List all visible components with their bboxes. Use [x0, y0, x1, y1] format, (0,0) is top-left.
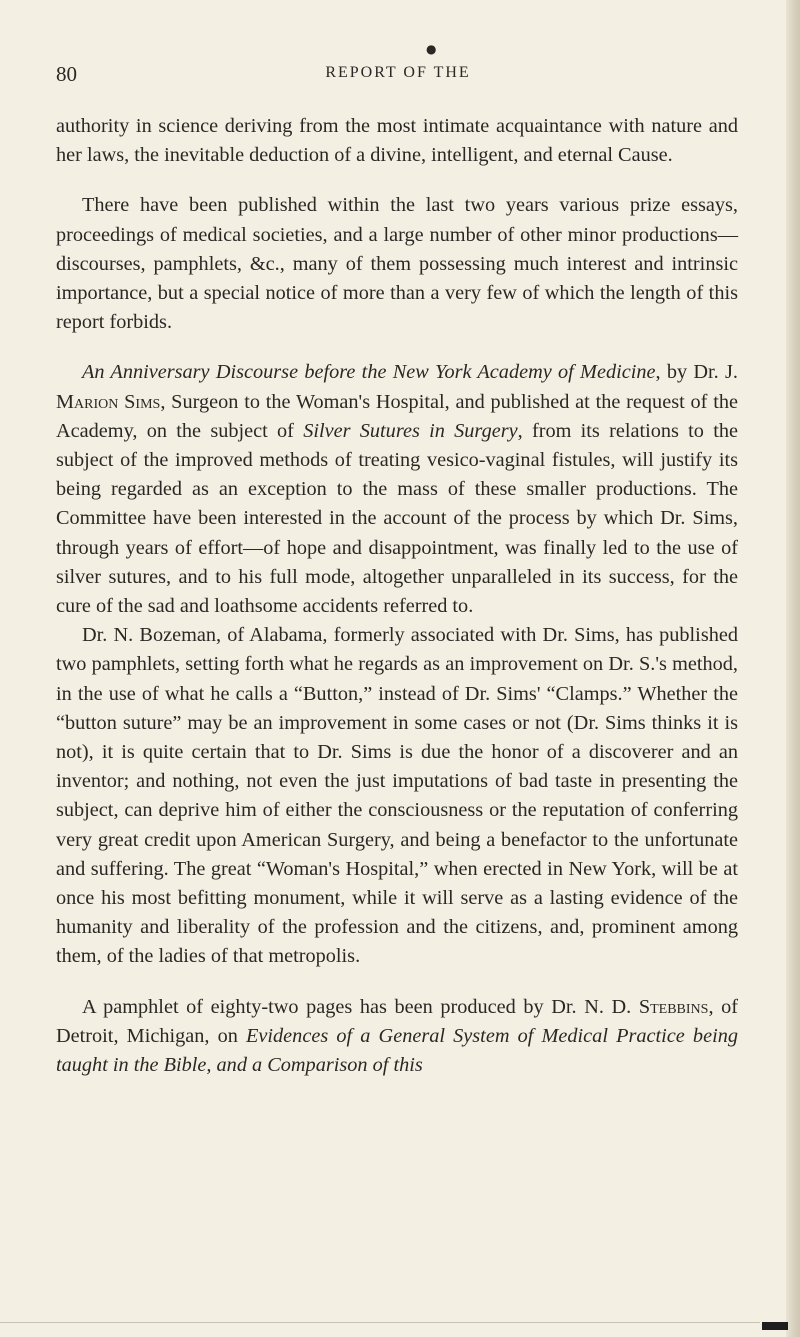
paragraph-1: authority in science deriving from the most intimate acquaintance with nature and her laws, the inevitable deduction of a divine, intelligent, and eternal Cause. [56, 115, 738, 167]
author-stebbins: Stebbins [638, 995, 709, 1018]
discourse-title: An Anniversary Discourse before the New York Academy of Medicine [82, 361, 656, 384]
silver-sutures-title: Silver Sutures in Surgery [303, 419, 518, 442]
paragraph-4: Dr. N. Bozeman, of Alabama, formerly associated with Dr. Sims, has published two pamphlets, setting forth what he regards as an improvement on Dr. S.'s method, in the use of what he calls a “Button,” instead of Dr. Sims' “Clamps.” Whether the “button suture” may be an improvement in some cases or not (Dr. Sims thinks it is not), it is quite certain that to Dr. Sims is due the honor of a discoverer and an inventor; and nothing, not even the just imputations of bad taste in presenting the subject, can deprive him of either the consciousness or the reputation of conferring very great credit upon American Surgery, and being a benefactor to the unfortunate and suffering. The great “Woman's Hospital,” when erected in New York, will be at once his most befitting monument, while it will serve as a lasting evidence of the humanity and liberality of the profession and the citizens, and, prominent among them, of the ladies of that metropolis. [56, 624, 738, 968]
page-edge [786, 0, 800, 1337]
corner-mark [762, 1322, 788, 1330]
paragraph-3-middle: , Surgeon to the Woman's Hospital, and published at the request of the Academy, on the subject of [56, 390, 738, 442]
bottom-rule [0, 1322, 760, 1323]
pamphlet-title: Evidences of a General System of Medical Practice being taught in the Bible, and a Comparison of this [56, 1024, 738, 1077]
paragraph-3-rest: , from its relations to the subject of the improved methods of treating vesico-vaginal fistules, will justify its being regarded as an exception to the mass of these smaller productions. The Committee have been interested in the account of the process by which Dr. Sims, through years of effort—of hope and disappointment, was finally led to the use of silver sutures, and to his full mode, altogether unparalleled in its success, for the cure of the sad and loathsome accidents referred to. [56, 419, 738, 618]
running-head: REPORT OF THE [325, 64, 471, 81]
paragraph-3-by: , by Dr. J. [655, 361, 738, 384]
paragraph-3 [56, 358, 738, 621]
author-marion-sims: Marion Sims [56, 390, 161, 413]
paragraph-5-lead: A pamphlet of eighty-two pages has been produced by Dr. N. D. [82, 995, 639, 1018]
paragraph-2: There have been published within the last two years various prize essays, proceedings of medical societies, and a large number of other minor productions—discourses, pamphlets, &c., many of them possessing much interest and intrinsic importance, but a special notice of more than a very few of which the length of this report forbids. [56, 194, 738, 334]
page-header [56, 42, 740, 86]
page-number: 80 [56, 62, 77, 86]
paragraph-5-middle: , of Detroit, Michigan, on [56, 995, 738, 1047]
ink-dot: ● [426, 42, 437, 56]
body-text [56, 112, 738, 1080]
paragraph-5 [56, 993, 738, 1081]
